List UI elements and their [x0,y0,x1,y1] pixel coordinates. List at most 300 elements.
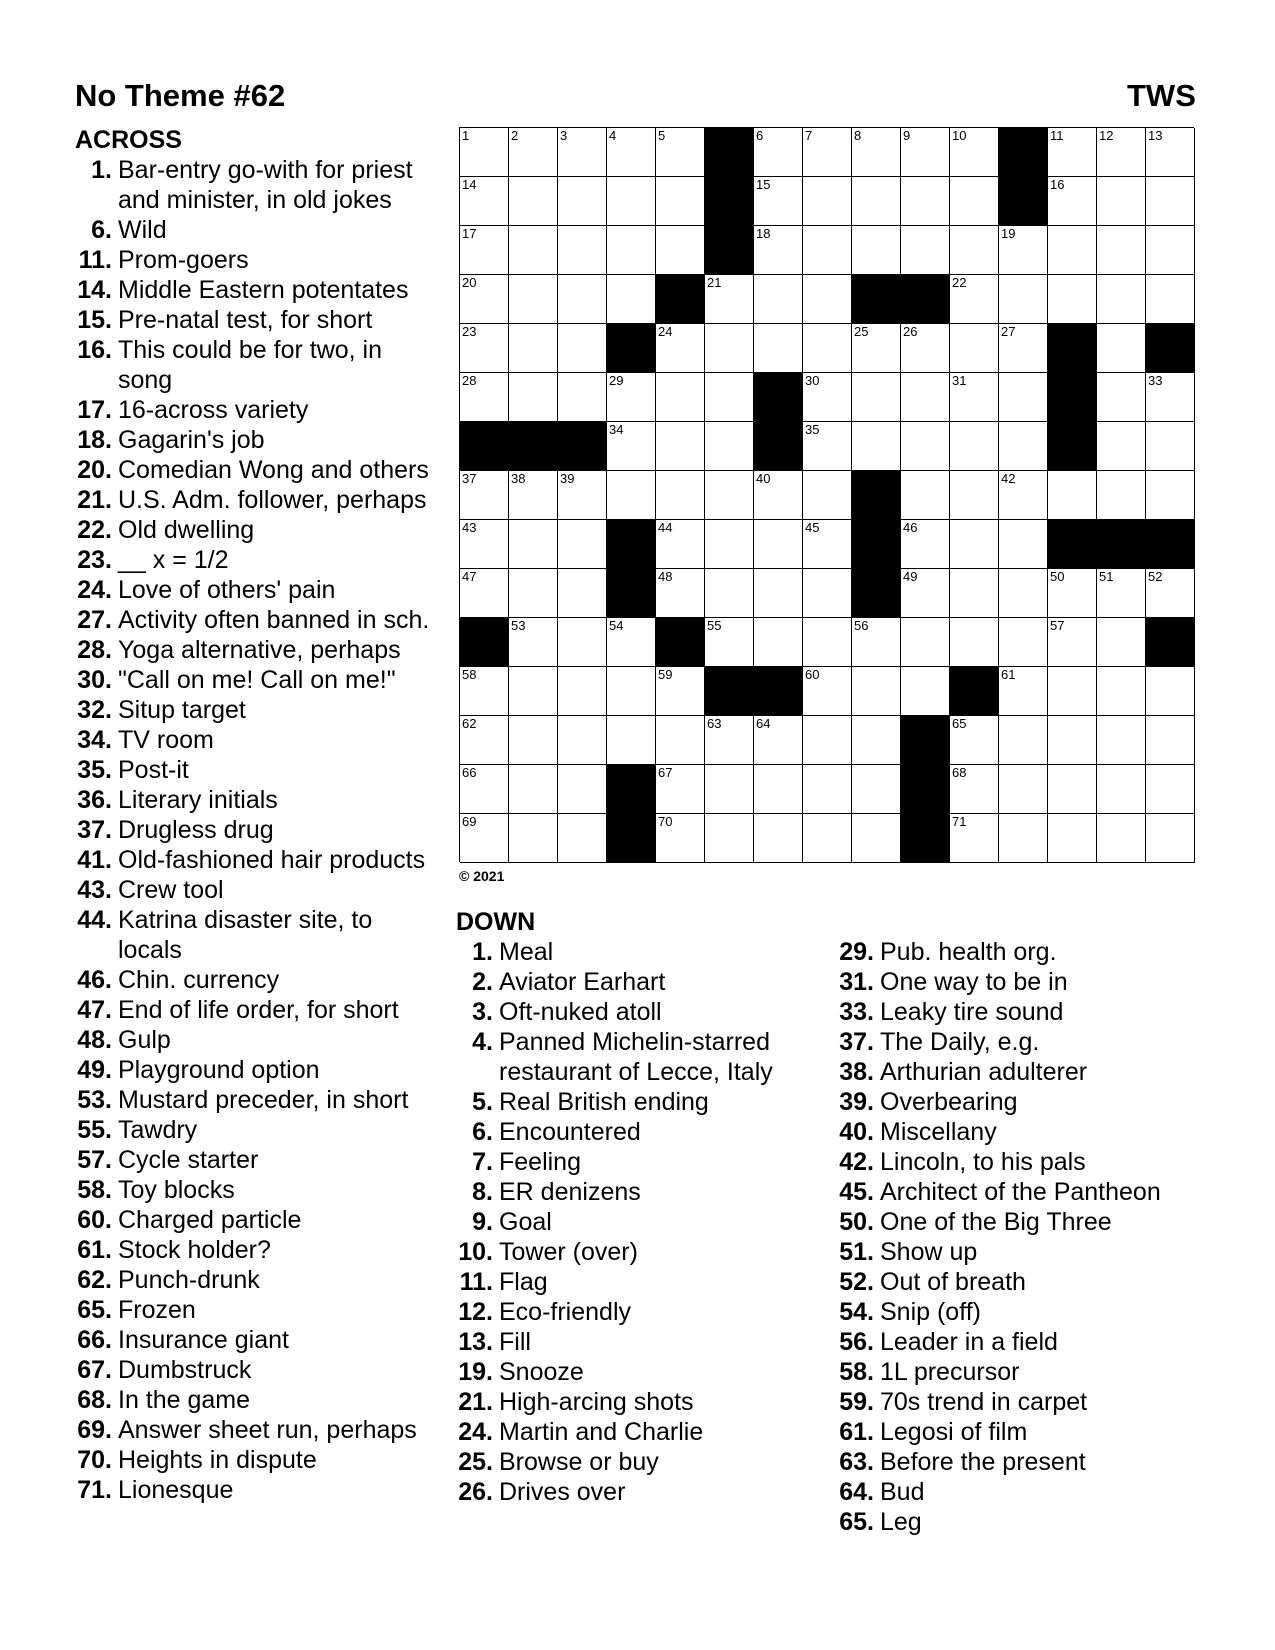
grid-cell[interactable] [705,324,754,373]
grid-cell[interactable] [1097,324,1146,373]
grid-cell[interactable] [1146,471,1195,520]
cell-number: 55 [707,618,722,633]
grid-cell[interactable] [558,716,607,765]
grid-cell[interactable] [754,471,803,520]
clue-number: 66. [77,1326,112,1354]
grid-cell[interactable] [460,324,509,373]
cell-number: 17 [462,226,477,241]
grid-cell[interactable] [852,765,901,814]
across-clue [75,1235,455,1265]
grid-cell[interactable] [460,177,509,226]
grid-cell[interactable] [1097,569,1146,618]
clue-text: Gulp [118,1026,171,1054]
grid-cell[interactable] [705,520,754,569]
grid-cell[interactable] [803,765,852,814]
grid-cell[interactable] [999,471,1048,520]
grid-cell[interactable] [999,716,1048,765]
grid-cell[interactable] [1048,667,1097,716]
grid-cell[interactable] [950,618,999,667]
grid-block-cell [1146,324,1195,373]
grid-cell[interactable] [509,373,558,422]
across-clue [75,1175,455,1205]
grid-cell[interactable] [656,422,705,471]
clue-number: 26. [458,1478,493,1506]
grid-cell[interactable] [901,226,950,275]
grid-cell[interactable] [754,814,803,863]
clue-number: 10. [458,1238,493,1266]
clue-number: 45. [839,1178,874,1206]
clue-number: 24. [458,1418,493,1446]
grid-cell[interactable] [754,324,803,373]
clue-number: 34. [77,726,112,754]
cell-number: 24 [658,324,673,339]
clue-text: Miscellany [880,1118,997,1146]
cell-number: 62 [462,716,477,731]
grid-block-cell [1048,422,1097,471]
cell-number: 63 [707,716,722,731]
clue-text: Drugless drug [118,816,274,844]
grid-cell[interactable] [1097,716,1146,765]
grid-cell[interactable] [1097,177,1146,226]
grid-block-cell [607,569,656,618]
grid-cell[interactable] [852,324,901,373]
grid-cell[interactable] [803,618,852,667]
grid-cell[interactable] [999,618,1048,667]
grid-cell[interactable] [901,128,950,177]
grid-cell[interactable] [705,471,754,520]
grid-cell[interactable] [852,667,901,716]
grid-cell[interactable] [999,422,1048,471]
grid-cell[interactable] [950,324,999,373]
clue-text: Snooze [499,1358,584,1386]
clue-text: Literary initials [118,786,278,814]
grid-cell[interactable] [1146,275,1195,324]
clue-text: Charged particle [118,1206,302,1234]
grid-cell[interactable] [1097,128,1146,177]
grid-cell[interactable] [509,716,558,765]
clue-text: Real British ending [499,1088,709,1116]
grid-cell[interactable] [852,814,901,863]
clue-number: 54. [839,1298,874,1326]
grid-cell[interactable] [1146,373,1195,422]
grid-cell[interactable] [705,373,754,422]
grid-cell[interactable] [901,422,950,471]
grid-cell[interactable] [460,520,509,569]
across-clue [75,1355,455,1385]
grid-cell[interactable] [754,716,803,765]
grid-cell[interactable] [460,667,509,716]
across-clue [75,995,455,1025]
grid-cell[interactable] [607,226,656,275]
grid-cell[interactable] [607,422,656,471]
grid-cell[interactable] [558,667,607,716]
across-clue [75,155,455,215]
grid-cell[interactable] [1048,765,1097,814]
clue-number: 33. [839,998,874,1026]
grid-cell[interactable] [950,128,999,177]
clue-text: Browse or buy [499,1448,659,1476]
across-clue [75,725,455,755]
grid-cell[interactable] [607,275,656,324]
grid-cell[interactable] [509,667,558,716]
grid-cell[interactable] [509,520,558,569]
grid-cell[interactable] [803,177,852,226]
cell-number: 30 [805,373,820,388]
grid-cell[interactable] [803,814,852,863]
grid-cell[interactable] [852,177,901,226]
clue-text: Drives over [499,1478,626,1506]
clue-text: Overbearing [880,1088,1018,1116]
grid-block-cell [607,765,656,814]
grid-cell[interactable] [1097,275,1146,324]
grid-cell[interactable] [1097,618,1146,667]
grid-cell[interactable] [705,422,754,471]
grid-cell[interactable] [1097,765,1146,814]
grid-cell[interactable] [1048,716,1097,765]
grid-cell[interactable] [901,177,950,226]
grid-block-cell [1048,373,1097,422]
clue-number: 39. [839,1088,874,1116]
grid-cell[interactable] [460,128,509,177]
grid-cell[interactable] [1048,275,1097,324]
grid-cell[interactable] [950,275,999,324]
down-clue [837,997,1237,1027]
grid-cell[interactable] [460,226,509,275]
grid-cell[interactable] [656,667,705,716]
grid-cell[interactable] [558,520,607,569]
grid-cell[interactable] [754,765,803,814]
cell-number: 67 [658,765,673,780]
clue-number: 42. [839,1148,874,1176]
down-clue [456,1327,826,1357]
clue-text: Prom-goers [118,246,249,274]
grid-cell[interactable] [803,667,852,716]
clue-number: 18. [77,426,112,454]
down-clue [837,1477,1237,1507]
across-clue [75,545,455,575]
grid-cell[interactable] [558,814,607,863]
grid-cell[interactable] [950,422,999,471]
grid-cell[interactable] [950,373,999,422]
cell-number: 4 [609,128,617,143]
grid-cell[interactable] [705,618,754,667]
grid-cell[interactable] [705,814,754,863]
grid-cell[interactable] [509,275,558,324]
cell-number: 64 [756,716,771,731]
down-clue [456,1297,826,1327]
clue-text: Before the present [880,1448,1086,1476]
cell-number: 20 [462,275,477,290]
grid-cell[interactable] [950,716,999,765]
grid-cell[interactable] [901,520,950,569]
grid-cell[interactable] [999,667,1048,716]
across-heading: ACROSS [75,126,182,154]
grid-cell[interactable] [558,275,607,324]
grid-cell[interactable] [950,226,999,275]
grid-cell[interactable] [1048,471,1097,520]
cell-number: 71 [952,814,967,829]
cell-number: 59 [658,667,673,682]
clue-text: Leg [880,1508,922,1536]
grid-cell[interactable] [901,618,950,667]
clue-number: 4. [472,1028,493,1056]
grid-cell[interactable] [607,128,656,177]
grid-cell[interactable] [999,275,1048,324]
grid-cell[interactable] [558,177,607,226]
grid-cell[interactable] [950,520,999,569]
clue-number: 13. [458,1328,493,1356]
clue-text: Insurance giant [118,1326,289,1354]
clue-text: Gagarin's job [118,426,265,454]
grid-cell[interactable] [1146,177,1195,226]
grid-cell[interactable] [803,226,852,275]
grid-cell[interactable] [1048,814,1097,863]
grid-cell[interactable] [460,716,509,765]
grid-cell[interactable] [754,275,803,324]
clue-number: 11. [459,1268,493,1296]
grid-cell[interactable] [754,520,803,569]
grid-cell[interactable] [950,765,999,814]
grid-cell[interactable] [1048,128,1097,177]
grid-cell[interactable] [1146,422,1195,471]
clue-number: 38. [839,1058,874,1086]
grid-cell[interactable] [558,765,607,814]
grid-cell[interactable] [656,569,705,618]
grid-cell[interactable] [460,275,509,324]
grid-cell[interactable] [509,569,558,618]
grid-cell[interactable] [999,814,1048,863]
grid-cell[interactable] [558,128,607,177]
grid-cell[interactable] [656,520,705,569]
clue-number: 61. [77,1236,112,1264]
grid-cell[interactable] [1146,667,1195,716]
grid-cell[interactable] [754,618,803,667]
grid-cell[interactable] [1097,667,1146,716]
grid-cell[interactable] [705,765,754,814]
grid-cell[interactable] [950,471,999,520]
grid-cell[interactable] [1146,569,1195,618]
grid-cell[interactable] [803,520,852,569]
across-clue [75,875,455,905]
grid-cell[interactable] [607,667,656,716]
down-clue [837,1327,1237,1357]
grid-cell[interactable] [754,177,803,226]
clue-number: 56. [839,1328,874,1356]
grid-cell[interactable] [607,618,656,667]
grid-cell[interactable] [1097,226,1146,275]
cell-number: 14 [462,177,477,192]
grid-cell[interactable] [901,324,950,373]
grid-cell[interactable] [803,716,852,765]
grid-cell[interactable] [656,226,705,275]
grid-cell[interactable] [656,814,705,863]
grid-cell[interactable] [558,471,607,520]
grid-cell[interactable] [460,471,509,520]
clue-number: 29. [839,938,874,966]
clue-text: Goal [499,1208,552,1236]
cell-number: 46 [903,520,918,535]
grid-cell[interactable] [803,569,852,618]
grid-cell[interactable] [656,471,705,520]
grid-cell[interactable] [656,765,705,814]
grid-cell[interactable] [803,275,852,324]
cell-number: 58 [462,667,477,682]
grid-cell[interactable] [1146,765,1195,814]
grid-block-cell [901,275,950,324]
clue-text: 1L precursor [880,1358,1020,1386]
grid-cell[interactable] [509,471,558,520]
grid-cell[interactable] [1146,716,1195,765]
cell-number: 54 [609,618,624,633]
grid-cell[interactable] [1048,618,1097,667]
cell-number: 23 [462,324,477,339]
grid-cell[interactable] [754,128,803,177]
grid-cell[interactable] [803,373,852,422]
grid-cell[interactable] [901,569,950,618]
across-clue [75,815,455,845]
grid-cell[interactable] [656,716,705,765]
grid-cell[interactable] [509,226,558,275]
grid-cell[interactable] [950,569,999,618]
down-clue [456,1207,826,1237]
grid-cell[interactable] [950,177,999,226]
grid-block-cell [754,667,803,716]
grid-cell[interactable] [460,765,509,814]
grid-cell[interactable] [460,569,509,618]
cell-number: 52 [1148,569,1163,584]
across-clue [75,1295,455,1325]
across-clue [75,455,455,485]
grid-cell[interactable] [999,765,1048,814]
grid-cell[interactable] [1146,128,1195,177]
grid-cell[interactable] [705,716,754,765]
grid-cell[interactable] [901,471,950,520]
grid-cell[interactable] [558,569,607,618]
grid-cell[interactable] [852,422,901,471]
grid-cell[interactable] [803,422,852,471]
clue-text: "Call on me! Call on me!" [118,666,396,694]
grid-block-cell [705,226,754,275]
grid-cell[interactable] [558,226,607,275]
grid-cell[interactable] [1146,814,1195,863]
grid-cell[interactable] [999,569,1048,618]
grid-cell[interactable] [558,324,607,373]
grid-cell[interactable] [460,373,509,422]
grid-block-cell [999,128,1048,177]
grid-cell[interactable] [607,716,656,765]
grid-cell[interactable] [509,814,558,863]
grid-cell[interactable] [656,128,705,177]
grid-cell[interactable] [754,569,803,618]
clue-text: 16-across variety [118,396,309,424]
grid-cell[interactable] [509,618,558,667]
across-clue [75,1475,455,1505]
clue-text: Yoga alternative, perhaps [118,636,401,664]
grid-cell[interactable] [901,373,950,422]
clue-text: Show up [880,1238,978,1266]
grid-cell[interactable] [852,226,901,275]
across-clue-list [75,155,455,1505]
grid-cell[interactable] [1146,226,1195,275]
grid-cell[interactable] [705,569,754,618]
across-clue [75,395,455,425]
cell-number: 26 [903,324,918,339]
grid-cell[interactable] [950,814,999,863]
grid-cell[interactable] [901,667,950,716]
grid-cell[interactable] [1048,177,1097,226]
clue-number: 43. [77,876,112,904]
grid-cell[interactable] [509,128,558,177]
across-clue [75,965,455,995]
grid-cell[interactable] [1097,471,1146,520]
grid-cell[interactable] [803,128,852,177]
grid-cell[interactable] [1097,814,1146,863]
grid-cell[interactable] [558,373,607,422]
clue-text: Middle Eastern potentates [118,276,409,304]
grid-cell[interactable] [509,324,558,373]
cell-number: 34 [609,422,624,437]
grid-cell[interactable] [607,471,656,520]
grid-cell[interactable] [607,373,656,422]
crossword-grid [459,127,1194,862]
grid-cell[interactable] [1048,569,1097,618]
down-clue [837,1087,1237,1117]
grid-cell[interactable] [656,373,705,422]
grid-block-cell [460,422,509,471]
across-clue [75,845,455,875]
clue-number: 21. [458,1388,493,1416]
across-clue [75,305,455,335]
grid-cell[interactable] [656,177,705,226]
across-clue [75,1055,455,1085]
clue-number: 28. [77,636,112,664]
grid-cell[interactable] [803,324,852,373]
clue-number: 62. [77,1266,112,1294]
grid-cell[interactable] [656,324,705,373]
grid-cell[interactable] [852,716,901,765]
grid-cell[interactable] [705,275,754,324]
clue-number: 14. [77,276,112,304]
grid-cell[interactable] [999,520,1048,569]
grid-cell[interactable] [607,177,656,226]
grid-cell[interactable] [1048,226,1097,275]
grid-cell[interactable] [803,471,852,520]
clue-text: Arthurian adulterer [880,1058,1088,1086]
down-clue [837,1027,1237,1057]
grid-cell[interactable] [1097,422,1146,471]
grid-cell[interactable] [999,226,1048,275]
grid-cell[interactable] [558,618,607,667]
grid-cell[interactable] [754,226,803,275]
grid-cell[interactable] [999,373,1048,422]
cell-number: 48 [658,569,673,584]
cell-number: 70 [658,814,673,829]
grid-cell[interactable] [999,324,1048,373]
clue-number: 47. [77,996,112,1024]
grid-cell[interactable] [509,177,558,226]
grid-cell[interactable] [852,373,901,422]
grid-block-cell [607,520,656,569]
grid-cell[interactable] [852,618,901,667]
grid-cell[interactable] [852,128,901,177]
grid-cell[interactable] [509,765,558,814]
grid-cell[interactable] [1097,373,1146,422]
grid-block-cell [705,128,754,177]
cell-number: 13 [1148,128,1163,143]
grid-cell[interactable] [460,814,509,863]
clue-text: Stock holder? [118,1236,271,1264]
cell-number: 22 [952,275,967,290]
